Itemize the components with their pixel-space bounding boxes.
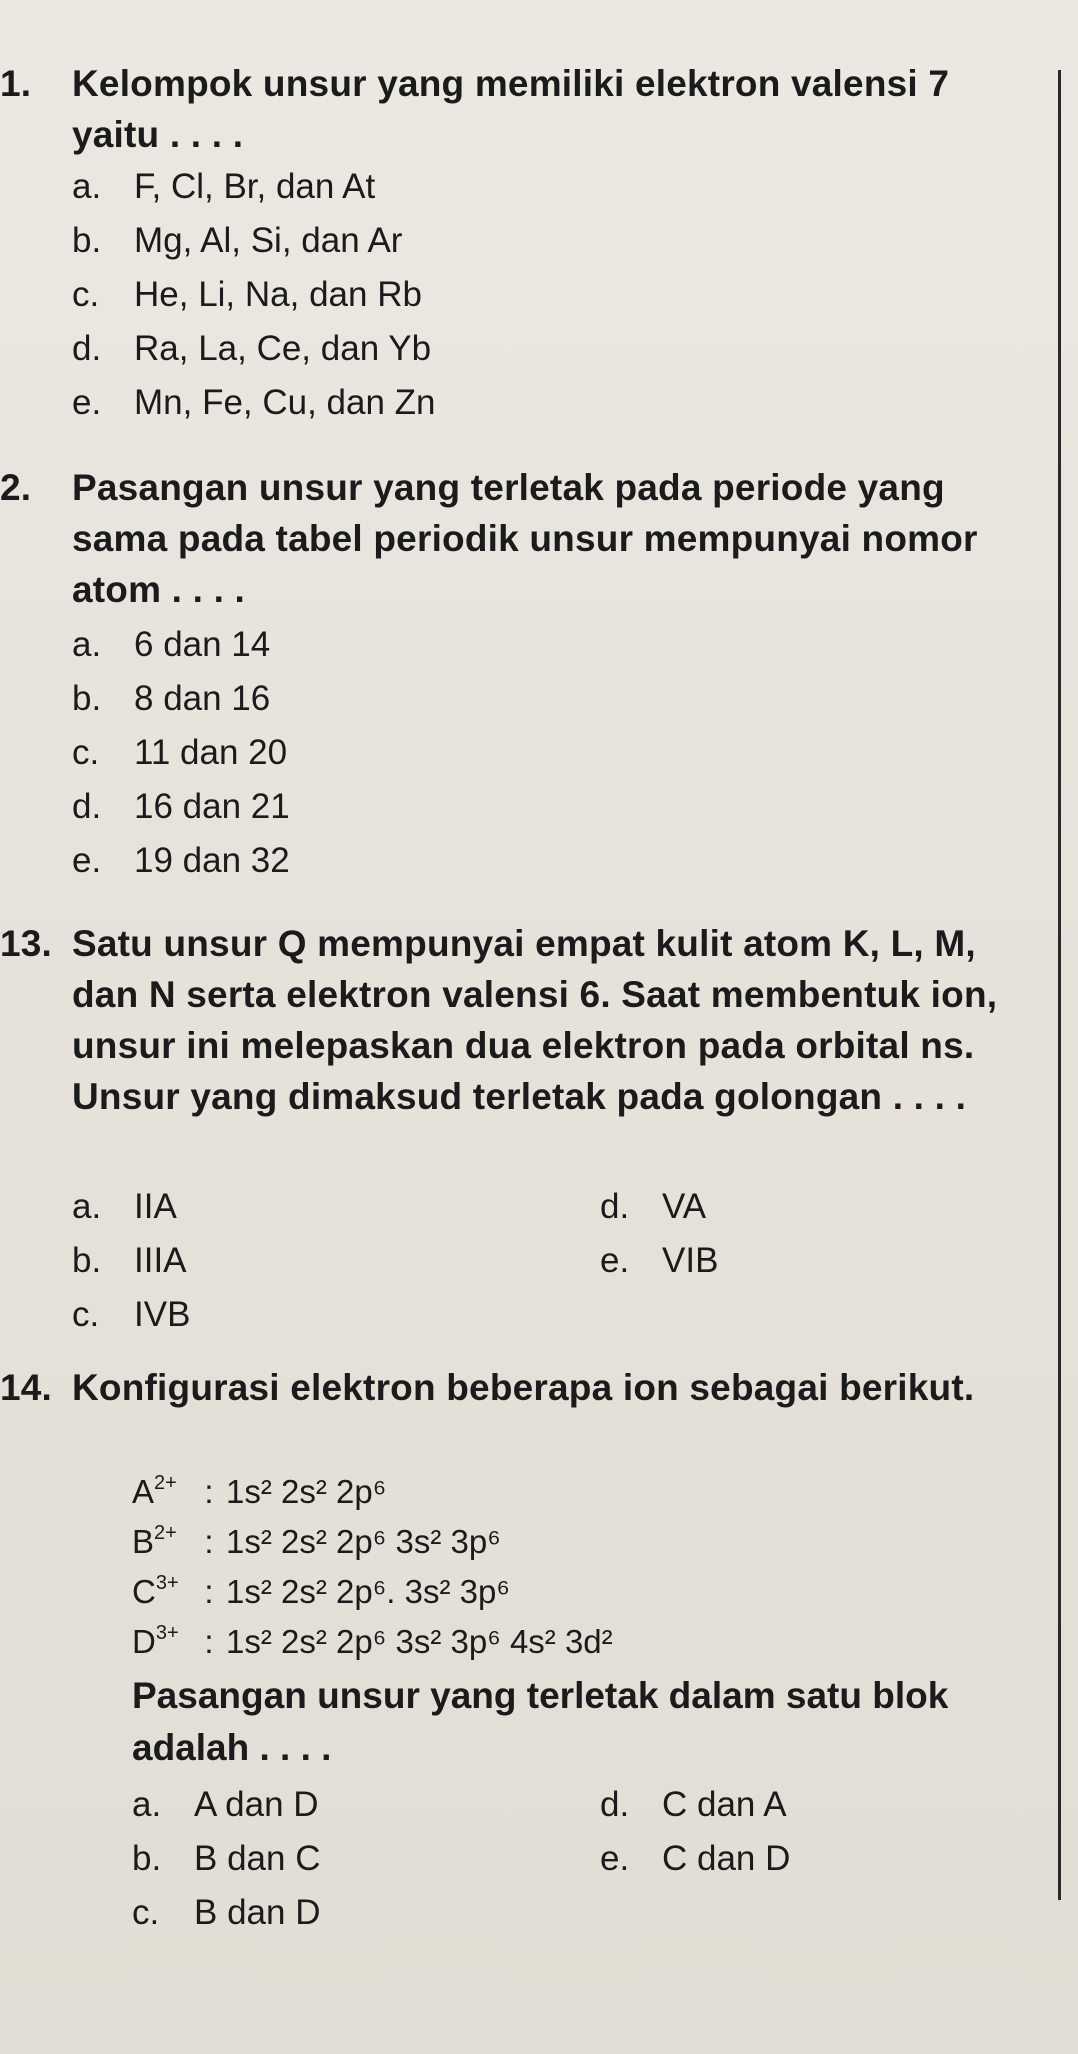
- option-letter: e.: [600, 1839, 630, 1878]
- option-letter: d.: [600, 1785, 630, 1824]
- option-text: A dan D: [194, 1785, 319, 1824]
- question-number: 14.: [0, 1367, 53, 1408]
- option-e[interactable]: [72, 376, 436, 430]
- option-letter: a.: [72, 1187, 102, 1226]
- electron-config: 1s² 2s² 2p⁶ 3s² 3p⁶: [226, 1523, 501, 1560]
- option-letter: b.: [72, 1241, 102, 1280]
- ion-charge: 2+: [154, 1522, 177, 1544]
- question-text: Satu unsur Q mempunyai empat kulit atom K, L, M, dan N serta elektron valensi 6. Saat membentuk ion, unsur ini melepaskan dua elektron pada orbital ns. Unsur yang dimaksud terletak pada golongan . . . .: [72, 923, 998, 1117]
- option-e[interactable]: [600, 1832, 790, 1886]
- option-text: C dan D: [662, 1839, 791, 1878]
- question-number: 2.: [0, 467, 32, 508]
- option-d[interactable]: [72, 322, 431, 376]
- option-letter: d.: [600, 1187, 630, 1226]
- option-text: B dan C: [194, 1839, 321, 1878]
- option-b[interactable]: [72, 1234, 187, 1288]
- question-14-prompt: Pasangan unsur yang terletak dalam satu blok adalah . . . .: [132, 1675, 949, 1768]
- option-letter: b.: [72, 679, 102, 718]
- option-letter: c.: [72, 1295, 100, 1334]
- option-text: 16 dan 21: [134, 787, 290, 826]
- question-14-stem: [0, 1362, 1040, 1413]
- question-2-stem: [0, 462, 1040, 615]
- option-letter: b.: [72, 221, 102, 260]
- option-text: 6 dan 14: [134, 625, 271, 664]
- option-c[interactable]: [72, 726, 287, 780]
- option-letter: c.: [132, 1893, 160, 1932]
- option-text: C dan A: [662, 1785, 787, 1824]
- option-letter: a.: [132, 1785, 162, 1824]
- option-letter: c.: [72, 275, 100, 314]
- option-letter: e.: [72, 841, 102, 880]
- question-2: [0, 462, 1040, 615]
- option-text: F, Cl, Br, dan At: [134, 167, 376, 206]
- question-text: Pasangan unsur yang terletak pada periode yang sama pada tabel periodik unsur mempunyai nomor atom . . . .: [72, 467, 978, 610]
- option-c[interactable]: [72, 268, 422, 322]
- question-number: 1.: [0, 63, 32, 104]
- config-row-d: $D^{3+}$ : 1s² 2s² 2p⁶ 3s² 3p⁶ 4s² 3d²: [132, 1620, 613, 1664]
- question-13: [0, 918, 1040, 1122]
- option-text: 8 dan 16: [134, 679, 271, 718]
- option-text: Mg, Al, Si, dan Ar: [134, 221, 403, 260]
- option-letter: a.: [72, 167, 102, 206]
- option-letter: a.: [72, 625, 102, 664]
- option-a[interactable]: [132, 1778, 319, 1832]
- option-d[interactable]: [600, 1180, 706, 1234]
- ion-charge: 2+: [154, 1472, 177, 1494]
- electron-config: 1s² 2s² 2p⁶ 3s² 3p⁶ 4s² 3d²: [226, 1623, 613, 1660]
- config-row-c: $C^{3+}$ : 1s² 2s² 2p⁶. 3s² 3p⁶: [132, 1570, 510, 1614]
- option-letter: c.: [72, 733, 100, 772]
- question-14: [0, 1362, 1040, 1413]
- option-text: 11 dan 20: [134, 733, 288, 772]
- option-text: IVB: [134, 1295, 191, 1334]
- option-c[interactable]: [132, 1886, 320, 1940]
- question-text: Kelompok unsur yang memiliki elektron valensi 7 yaitu . . . .: [72, 63, 950, 155]
- option-b[interactable]: [132, 1832, 320, 1886]
- column-divider: [1058, 70, 1061, 1900]
- option-text: VIB: [662, 1241, 719, 1280]
- config-row-b: $B^{2+}$ : 1s² 2s² 2p⁶ 3s² 3p⁶: [132, 1520, 501, 1564]
- option-d[interactable]: [600, 1778, 787, 1832]
- ion-charge: 3+: [155, 1572, 179, 1594]
- option-a[interactable]: [72, 160, 375, 214]
- option-b[interactable]: [72, 214, 402, 268]
- option-letter: e.: [72, 383, 102, 422]
- option-letter: e.: [600, 1241, 630, 1280]
- option-text: He, Li, Na, dan Rb: [134, 275, 422, 314]
- option-a[interactable]: [72, 618, 270, 672]
- option-text: Mn, Fe, Cu, dan Zn: [134, 383, 436, 422]
- option-text: Ra, La, Ce, dan Yb: [134, 329, 432, 368]
- question-number: 13.: [0, 923, 53, 964]
- option-e[interactable]: [72, 834, 290, 888]
- option-c[interactable]: [72, 1288, 190, 1342]
- option-text: VA: [662, 1187, 707, 1226]
- option-a[interactable]: [72, 1180, 177, 1234]
- option-letter: d.: [72, 329, 102, 368]
- ion-symbol: $D^{3+}$: [132, 1622, 179, 1660]
- question-text: Konfigurasi elektron beberapa ion sebagai berikut.: [72, 1367, 975, 1408]
- question-1-stem: [0, 58, 1040, 160]
- option-text: IIA: [134, 1187, 177, 1226]
- question-13-stem: [0, 918, 1040, 1122]
- option-e[interactable]: [600, 1234, 718, 1288]
- option-text: IIIA: [134, 1241, 187, 1280]
- ion-symbol: $A^{2+}$: [132, 1472, 177, 1510]
- ion-charge: 3+: [155, 1622, 179, 1644]
- option-d[interactable]: [72, 780, 290, 834]
- question-1: [0, 58, 1040, 160]
- option-letter: d.: [72, 787, 102, 826]
- electron-config: 1s² 2s² 2p⁶: [226, 1473, 387, 1510]
- electron-config: 1s² 2s² 2p⁶. 3s² 3p⁶: [226, 1573, 510, 1610]
- option-text: 19 dan 32: [134, 841, 290, 880]
- config-row-a: $A^{2+}$ : 1s² 2s² 2p⁶: [132, 1470, 386, 1514]
- ion-symbol: $C^{3+}$: [132, 1572, 179, 1610]
- ion-symbol: $B^{2+}$: [132, 1522, 177, 1560]
- option-b[interactable]: [72, 672, 270, 726]
- option-text: B dan D: [194, 1893, 321, 1932]
- option-letter: b.: [132, 1839, 162, 1878]
